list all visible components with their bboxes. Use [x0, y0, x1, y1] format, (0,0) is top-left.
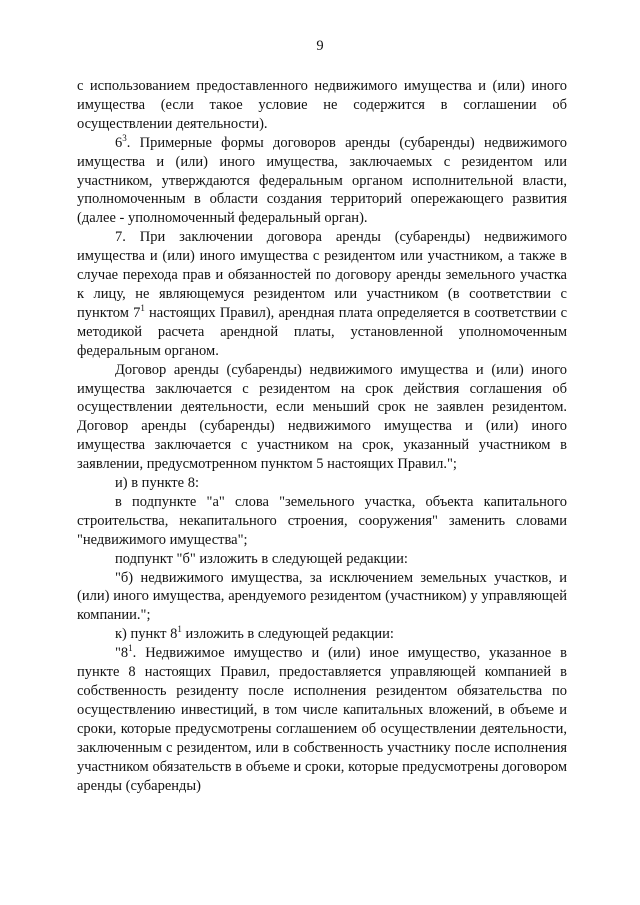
paragraph-item-8-1: [77, 644, 567, 795]
paragraph-subitem-k: [77, 625, 567, 644]
paragraph-continuation: [77, 77, 567, 134]
superscript: 1: [128, 643, 133, 654]
paragraph-text: с использованием предоставленного недвижимого имущества и (или) иного имущества (если такое условие не содержится в соглашении об осуществлении деятельности).: [77, 78, 567, 132]
paragraph-text: Договор аренды (субаренды) недвижимого имущества и (или) иного имущества заключается с резидентом на срок действия соглашения об осуществлении деятельности, если меньший срок не заявлен резидентом. Договор аренды (субаренды) недвижимого имущества и (или) иного имущества заключается с участником на срок, указанный участником в заявлении, предусмотренном пунктом 5 настоящих Правил.";: [77, 361, 567, 473]
paragraph-text: . Примерные формы договоров аренды (субаренды) недвижимого имущества и (или) иного имущества, заключаемых с резидентом или участником, утверждаются федеральным органом исполнительной власти, уполномоченным в области создания территорий опережающего развития (далее - уполномоченный федеральный орган).: [77, 134, 567, 227]
paragraph-text: подпункт "б" изложить в следующей редакции:: [115, 550, 408, 567]
paragraph-text-suffix: настоящих Правил), арендная плата определяется в соответствии с методикой расчета арендной платы, установленной уполномоченным федеральным органом.: [77, 304, 567, 359]
paragraph-subpoint-a: [77, 493, 567, 550]
paragraph-subpoint-b-text: [77, 569, 567, 626]
superscript: 1: [140, 302, 145, 313]
paragraph-subitem-i: [77, 474, 567, 493]
paragraph-text-suffix: изложить в следующей редакции:: [181, 626, 394, 643]
page-number: 9: [316, 38, 324, 54]
paragraph-subpoint-b-intro: [77, 550, 567, 569]
paragraph-item-7: [77, 228, 567, 360]
paragraph-item-6-3: [77, 134, 567, 229]
paragraph-lease-term: [77, 361, 567, 474]
paragraph-text: 7. При заключении договора аренды (субаренды) недвижимого имущества и (или) иного имущества с резидентом или участником, а также в случае перехода прав и обязанностей по договору аренды земельного участка к лицу, не являющемуся резидентом или участником (в соответствии с пунктом 7: [77, 229, 567, 321]
paragraph-number: 6: [115, 134, 123, 151]
superscript: 3: [122, 132, 127, 143]
paragraph-text: в подпункте "а" слова "земельного участка, объекта капитального строительства, некапитального строения, сооружения" заменить словами "недвижимого имущества";: [77, 493, 567, 548]
superscript: 1: [177, 624, 182, 635]
paragraph-text-suffix: . Недвижимое имущество и (или) иное имущество, указанное в пункте 8 настоящих Правил, предоставляется управляющей компанией в собственность резиденту после исполнения резидентом обязательства по осуществлению инвестиций, в том числе капитальных вложений, в объеме и сроки, которые предусмотрены соглашением об осуществлении деятельности, заключенным с резидентом, или в собственность участнику после исполнения участником обязательств в объеме и сроки, которые предусмотрены договором аренды (субаренды): [77, 645, 567, 794]
paragraph-text: "8: [115, 645, 129, 662]
document-body: [77, 77, 567, 795]
paragraph-text: к) пункт 8: [115, 626, 178, 643]
paragraph-text: "б) недвижимого имущества, за исключением земельных участков, и (или) иного имущества, арендуемого резидентом (участником) у управляющей компании.";: [77, 569, 567, 624]
paragraph-text: и) в пункте 8:: [115, 475, 199, 492]
